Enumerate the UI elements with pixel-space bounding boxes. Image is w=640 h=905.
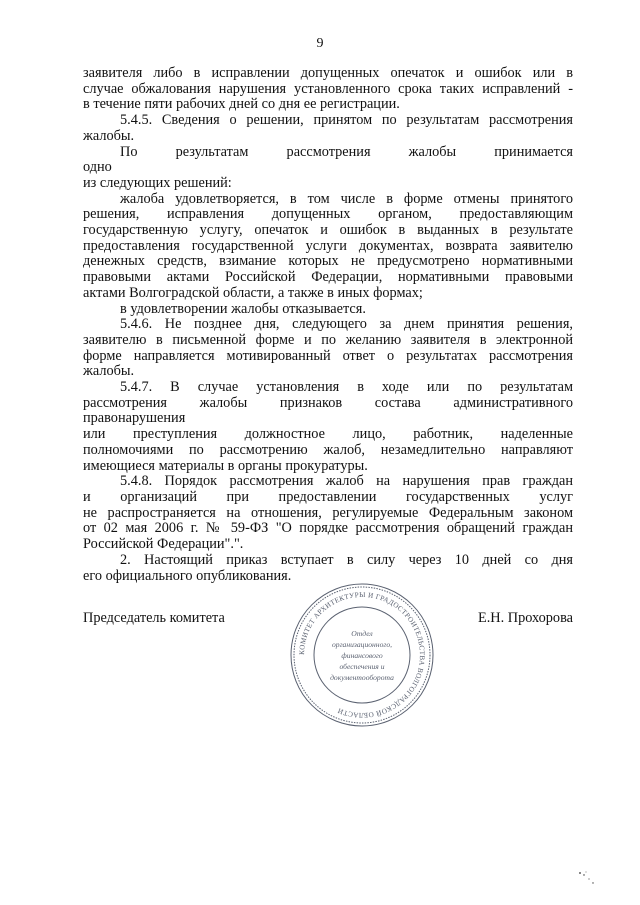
signatory-title: Председатель комитета — [83, 610, 225, 626]
body-line: государственную услугу, опечаток и ошибок в выданных в результате — [83, 222, 573, 239]
body-line: 5.4.8. Порядок рассмотрения жалоб на нарушения прав граждан — [120, 473, 573, 490]
stamp-inner-line: финансового — [341, 651, 383, 660]
body-line: рассмотрения жалобы признаков состава административного — [83, 394, 573, 411]
body-line: полномочиями по рассмотрению жалоб, незамедлительно направляют — [83, 441, 573, 458]
body-line: и организаций при предоставлении государственных услуг — [83, 488, 573, 505]
body-line: не распространяется на отношения, регулируемые Федеральным законом — [83, 504, 573, 521]
body-line: жалоба удовлетворяется, в том числе в форме отмены принятого — [120, 190, 573, 207]
scan-specks — [575, 868, 599, 888]
body-line: решения, исправления допущенных органом, предоставляющим — [83, 206, 573, 223]
body-line: Российской Федерации".". — [83, 536, 244, 553]
body-line: 2. Настоящий приказ вступает в силу через 10 дней со дня — [120, 551, 573, 568]
body-line: 5.4.5. Сведения о решении, принятом по результатам рассмотрения — [120, 112, 573, 129]
body-line: случае обжалования нарушения установленного срока таких исправлений - — [83, 80, 573, 97]
stamp-inner-line: Отдел — [351, 629, 373, 638]
body-line: в течение пяти рабочих дней со дня ее регистрации. — [83, 96, 400, 113]
body-line: форме направляется мотивированный ответ о результатах рассмотрения — [83, 347, 573, 364]
body-line: 5.4.7. В случае установления в ходе или по результатам — [120, 379, 573, 396]
body-line: заявителя либо в исправлении допущенных опечаток и ошибок или в — [83, 65, 573, 81]
body-line: жалобы. — [83, 363, 135, 380]
body-line: имеющиеся материалы в органы прокуратуры. — [83, 457, 368, 474]
stamp-outer-text: КОМИТЕТ АРХИТЕКТУРЫ И ГРАДОСТРОИТЕЛЬСТВА ВОЛГОГРАДСКОЙ ОБЛАСТИ — [297, 590, 427, 720]
body-line: или преступления должностное лицо, работник, наделенные — [83, 426, 573, 443]
official-stamp — [287, 580, 437, 730]
body-line: от 02 мая 2006 г. № 59-ФЗ "О порядке рассмотрения обращений граждан — [83, 520, 573, 537]
body-line: в удовлетворении жалобы отказывается. — [120, 300, 366, 317]
body-line: 5.4.6. Не позднее дня, следующего за днем принятия решения, — [120, 316, 573, 333]
page-number: 9 — [316, 36, 324, 51]
document-body — [83, 66, 573, 584]
body-line: заявителю в письменной форме и по желанию заявителя в электронной — [83, 331, 573, 348]
stamp-inner-line: обеспечения и — [339, 662, 385, 671]
body-line: жалобы. — [83, 127, 135, 144]
body-line: денежных средств, взимание которых не предусмотрено нормативными — [83, 253, 573, 270]
body-line: По результатам рассмотрения жалобы принимается одно — [83, 143, 573, 176]
body-line: его официального опубликования. — [83, 567, 292, 584]
body-line: правовыми актами Российской Федерации, нормативными правовыми — [83, 269, 573, 286]
stamp-inner-line: организационного, — [331, 640, 393, 649]
body-line: актами Волгоградской области, а также в иных формах; — [83, 284, 423, 301]
body-line: предоставления государственной услуги документах, возврата заявителю — [83, 237, 573, 254]
body-line: из следующих решений: — [83, 174, 232, 191]
stamp-inner-line: документооборота — [330, 673, 394, 682]
signatory-name: Е.Н. Прохорова — [477, 610, 573, 626]
body-line: правонарушения — [83, 410, 186, 427]
